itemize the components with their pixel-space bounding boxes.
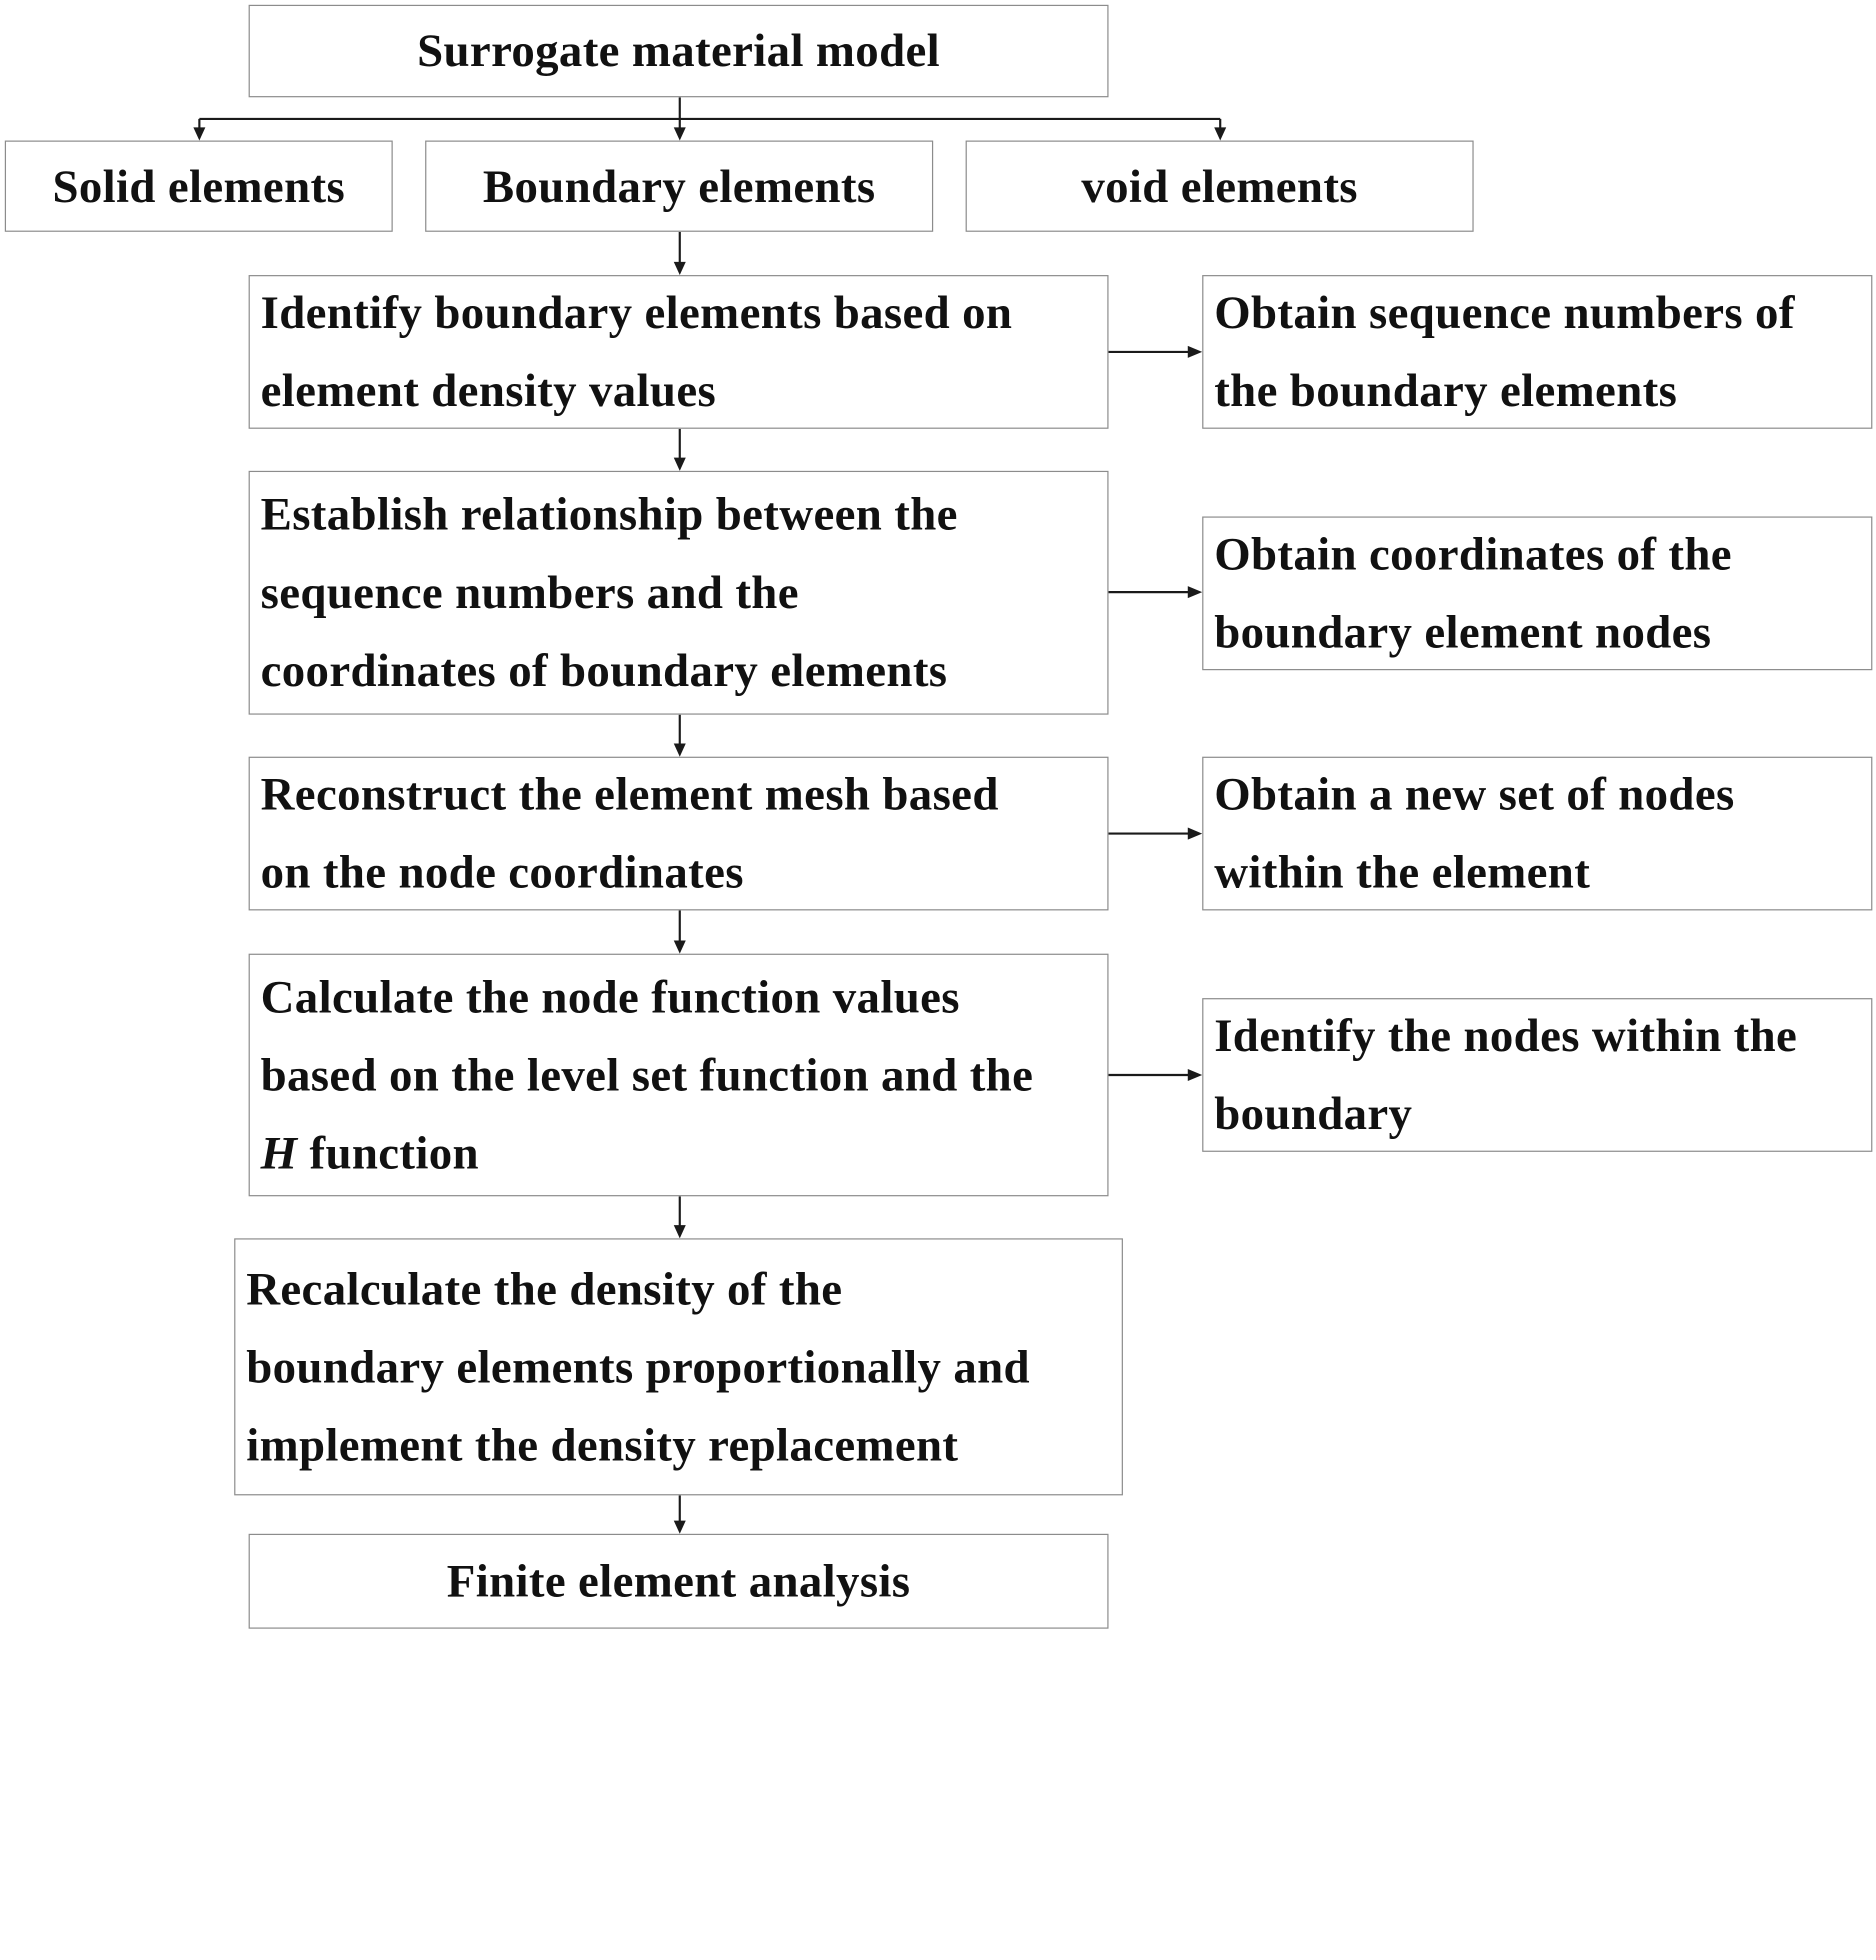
node-line: boundary elements proportionally and (246, 1341, 1030, 1393)
node-boundary-elements (425, 141, 933, 232)
node-line: based on the level set function and the (260, 1049, 1034, 1101)
arrowhead-step2 (674, 458, 686, 471)
arrowhead-step1-result (1188, 346, 1202, 358)
arrowhead-step4-result (1188, 1069, 1202, 1081)
node-line: Identify the nodes within the (1214, 1010, 1798, 1062)
node-step-calculate-function-values (249, 954, 1109, 1197)
node-label: Boundary elements (482, 160, 876, 212)
node-step-reconstruct-mesh (249, 757, 1109, 911)
arrowhead-step4 (674, 940, 686, 953)
arrowhead-step3-result (1188, 828, 1202, 840)
node-line: the boundary elements (1214, 365, 1678, 417)
node-line: implement the density replacement (246, 1419, 959, 1471)
node-result-nodes-within-boundary (1202, 998, 1872, 1152)
node-surrogate-material-model (249, 5, 1109, 97)
node-result-node-coordinates (1202, 516, 1872, 670)
node-label: Surrogate material model (417, 25, 941, 77)
arrowhead-step2-result (1188, 586, 1202, 598)
node-line: within the element (1214, 846, 1591, 899)
node-line: coordinates of boundary elements (260, 644, 948, 697)
node-line: boundary (1214, 1088, 1413, 1140)
arrowhead-solid (193, 127, 205, 140)
node-line: Calculate the node function values (260, 971, 960, 1023)
node-line: Obtain coordinates of the (1214, 528, 1732, 581)
node-line: Establish relationship between the (260, 488, 958, 541)
node-line: on the node coordinates (260, 846, 744, 899)
node-line-rest: function (297, 1127, 479, 1179)
arrowhead-step1 (674, 262, 686, 275)
h-symbol: H (260, 1127, 298, 1179)
node-line: Recalculate the density of the (246, 1262, 843, 1315)
node-line: boundary element nodes (1214, 606, 1712, 659)
node-step-establish-relationship (249, 471, 1109, 715)
arrowhead-recalc (674, 1225, 686, 1238)
node-finite-element-analysis (249, 1534, 1109, 1629)
node-step-recalculate-density (234, 1238, 1123, 1495)
node-line: Obtain a new set of nodes (1214, 768, 1735, 821)
arrowhead-step3 (674, 743, 686, 756)
node-step-identify-boundary (249, 275, 1109, 429)
node-label: Finite element analysis (446, 1555, 911, 1608)
node-line: Obtain sequence numbers of (1214, 287, 1795, 339)
node-solid-elements (5, 141, 393, 232)
arrowhead-boundary (674, 127, 686, 140)
node-line: Reconstruct the element mesh based (260, 768, 999, 821)
arrowhead-void (1214, 127, 1226, 140)
node-line: sequence numbers and the (260, 566, 799, 619)
node-line: element density values (260, 365, 717, 417)
node-line (261, 1114, 1108, 1192)
node-result-new-nodes (1202, 757, 1872, 911)
node-label: void elements (1081, 160, 1358, 212)
node-line: Identify boundary elements based on (260, 287, 1013, 339)
node-label: Solid elements (52, 160, 346, 212)
node-void-elements (966, 141, 1474, 232)
node-result-sequence-numbers (1202, 275, 1872, 429)
arrowhead-final (674, 1521, 686, 1534)
